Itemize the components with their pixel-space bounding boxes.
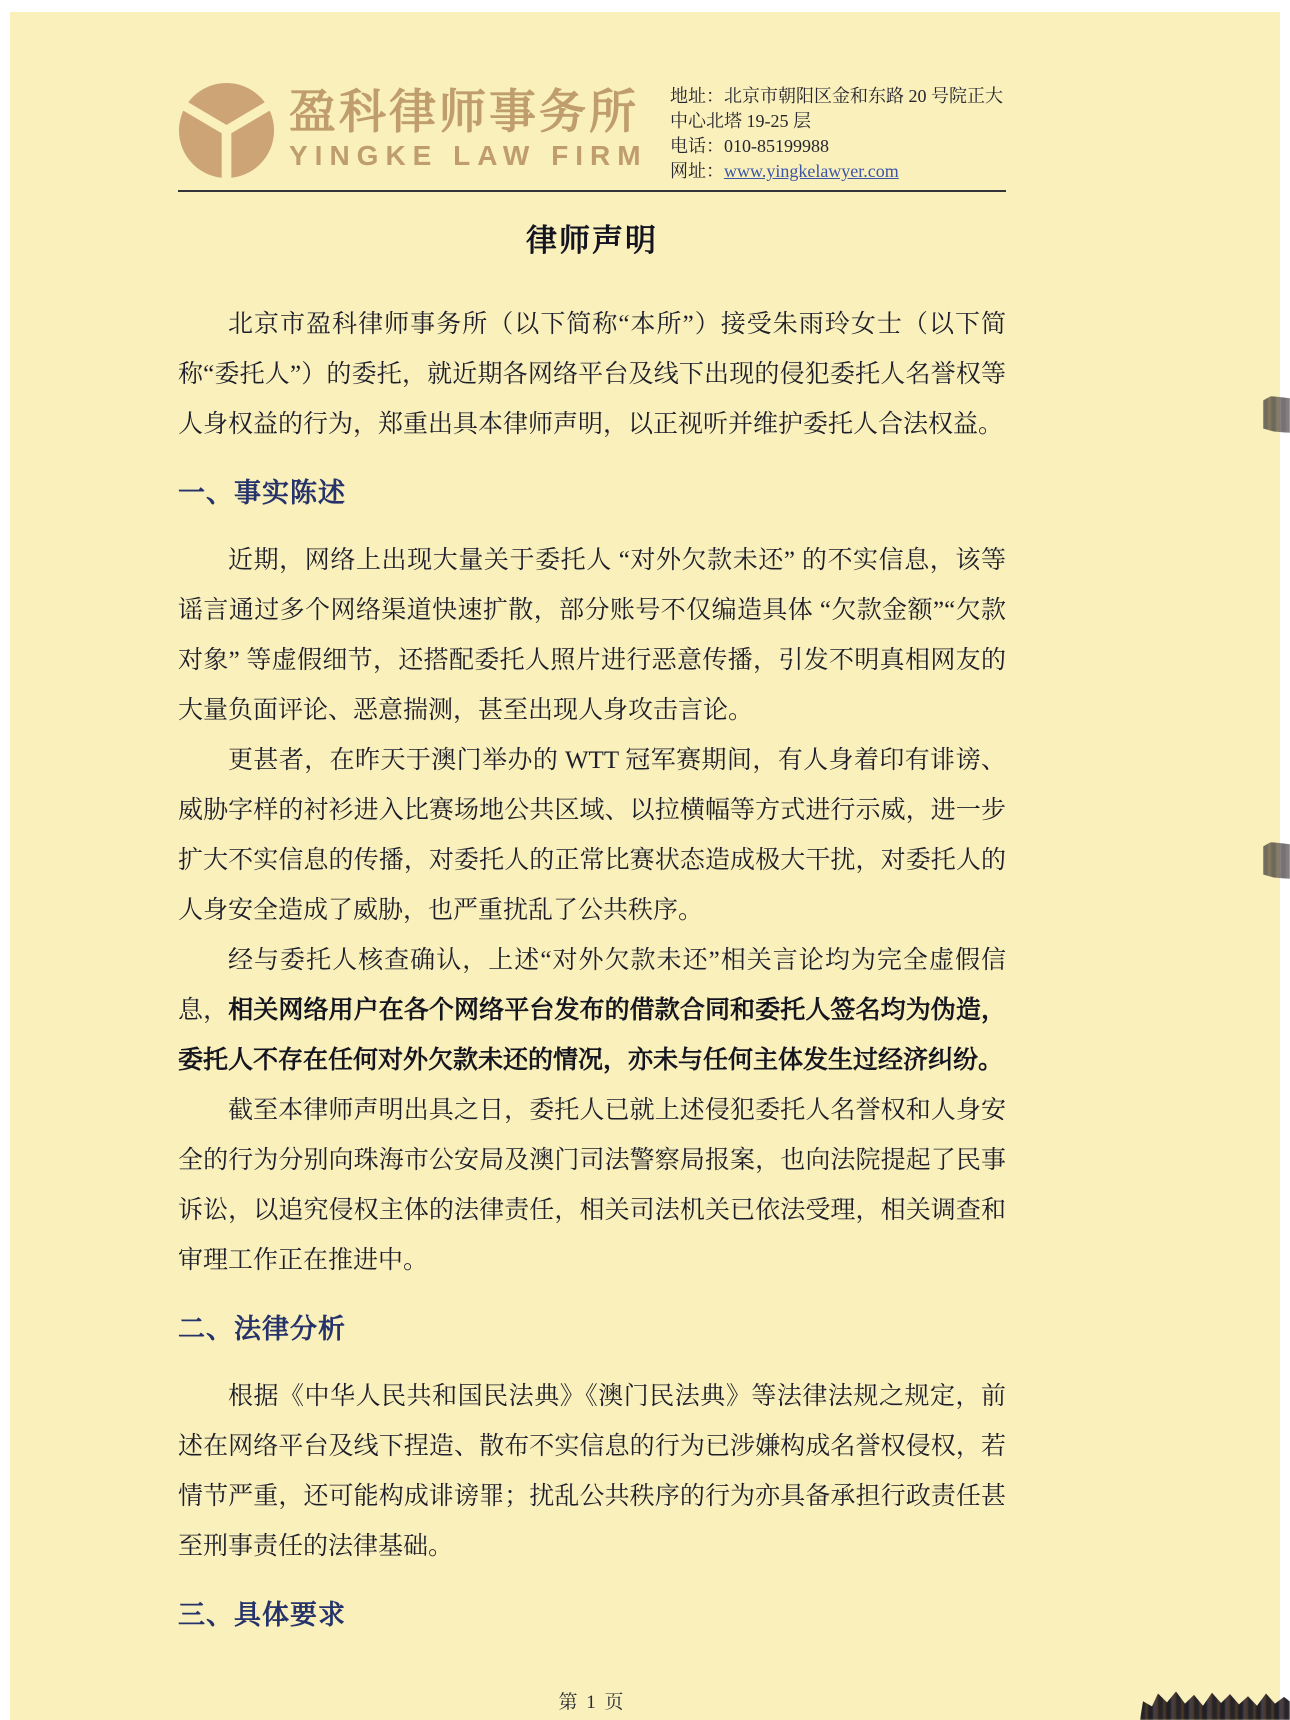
section-1-heading: 一、事实陈述 <box>178 478 346 508</box>
paragraph-3-bold-statement: 相关网络用户在各个网络平台发布的借款合同和委托人签名均为伪造，委托人不存在任何对外欠款未还的情况，亦未与任何主体发生过经济纠纷。 <box>178 997 1006 1074</box>
section-2-paragraph-1: 根据《中华人民共和国民法典》《澳门民法典》等法律法规之规定，前述在网络平台及线下捏造、散布不实信息的行为已涉嫌构成名誉权侵权，若情节严重，还可能构成诽谤罪；扰乱公共秩序的行为亦具备承担行政责任甚至刑事责任的法律基础。 <box>178 1383 1006 1560</box>
contact-web-label: 网址： <box>670 161 724 181</box>
firm-name-en: YINGKE LAW FIRM <box>289 140 648 171</box>
document-sheet <box>10 12 1280 1720</box>
firm-name-cn: 盈科律师事务所 <box>289 85 639 138</box>
page-number: 第 1 页 <box>558 1692 626 1713</box>
yingke-logo-icon <box>178 82 275 179</box>
document-title: 律师声明 <box>526 223 658 258</box>
contact-phone-number: 010-85199988 <box>724 136 829 156</box>
letterhead-divider <box>178 190 1006 192</box>
edge-watermark-smudge-middle <box>1263 842 1290 879</box>
section-1-paragraph-4: 截至本律师声明出具之日，委托人已就上述侵犯委托人名誉权和人身安全的行为分别向珠海市公安局及澳门司法警察局报案，也向法院提起了民事诉讼，以追究侵权主体的法律责任，相关司法机关已依法受理，相关调查和审理工作正在推进中。 <box>178 1097 1006 1274</box>
firm-brand <box>178 82 648 179</box>
firm-name-block <box>289 82 648 174</box>
edge-watermark-smudge-top <box>1263 396 1290 433</box>
contact-web-line <box>670 159 1006 184</box>
section-1-paragraph-1: 近期，网络上出现大量关于委托人 “对外欠款未还” 的不实信息，该等谣言通过多个网络渠道快速扩散，部分账号不仅编造具体 “欠款金额”“欠款对象” 等虚假细节，还搭配委托人照片进行恶意传播，引发不明真相网友的大量负面评论、恶意揣测，甚至出现人身攻击言论。 <box>178 547 1006 724</box>
contact-phone-label: 电话： <box>670 136 724 156</box>
section-1-paragraph-3 <box>178 936 1006 1086</box>
section-1-paragraph-2: 更甚者，在昨天于澳门举办的 WTT 冠军赛期间，有人身着印有诽谤、威胁字样的衬衫进入比赛场地公共区域、以拉横幅等方式进行示威，进一步扩大不实信息的传播，对委托人的正常比赛状态造成极大干扰，对委托人的人身安全造成了威胁，也严重扰乱了公共秩序。 <box>178 747 1006 924</box>
paragraph-3-lead: 经与委托人核查确认，上述“对外欠款未还”相关言论均为完全虚假信息， <box>178 947 1006 1024</box>
document-content <box>178 12 1006 1639</box>
contact-phone-line <box>670 134 1006 159</box>
document-body <box>178 300 1006 1639</box>
intro-paragraph: 北京市盈科律师事务所（以下简称“本所”）接受朱雨玲女士（以下简称“委托人”）的委托，就近期各网络平台及线下出现的侵犯委托人名誉权等人身权益的行为，郑重出具本律师声明，以正视听并维护委托人合法权益。 <box>178 311 1006 438</box>
firm-website-link[interactable]: www.yingkelawyer.com <box>724 161 899 181</box>
letterhead <box>178 82 1006 184</box>
contact-block <box>670 82 1006 184</box>
section-2-heading: 二、法律分析 <box>178 1314 346 1344</box>
contact-address-line2: 中心北塔 19-25 层 <box>670 111 811 131</box>
contact-address-line1: 地址：北京市朝阳区金和东路 20 号院正大 <box>670 86 1003 106</box>
section-3-heading: 三、具体要求 <box>178 1600 346 1630</box>
